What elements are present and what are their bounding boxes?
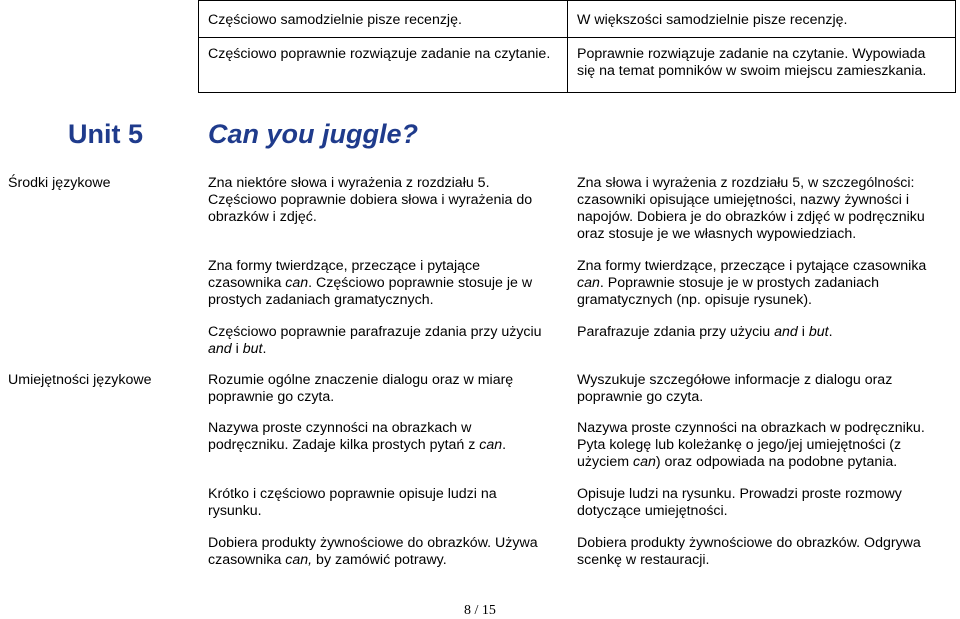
srodki-block-2-left: Zna formy twierdzące, przeczące i pytające czasownika can. Częściowo poprawnie stosuje je w prostych zadaniach gramatycznych.: [208, 258, 533, 308]
table-row-divider: [198, 37, 956, 38]
table-top-border: [198, 0, 956, 1]
table-right-border: [955, 0, 956, 93]
umiejetnosci-block-4-left: Dobiera produkty żywnościowe do obrazków. Używa czasownika can, by zamówić potrawy.: [208, 535, 538, 568]
umiejetnosci-block-2-right: Nazywa proste czynności na obrazkach w podręczniku. Pyta kolegę lub koleżankę o jego/jej umiejętności (z użyciem can) oraz odpowiada na podobne pytania.: [577, 420, 925, 470]
unit-title: Can you juggle?: [208, 119, 419, 149]
top-row-1-left: Częściowo samodzielnie pisze recenzję.: [208, 12, 462, 28]
top-row-2-right: Poprawnie rozwiązuje zadanie na czytanie. Wypowiada się na temat pomników w swoim miejscu zamieszkania.: [577, 46, 927, 79]
page-number: 8 / 15: [464, 603, 496, 618]
umiejetnosci-block-1-left: Rozumie ogólne znaczenie dialogu oraz w miarę poprawnie go czyta.: [208, 372, 514, 405]
table-left-border: [198, 0, 199, 93]
srodki-block-3-right: Parafrazuje zdania przy użyciu and i but.: [577, 324, 833, 340]
umiejetnosci-block-4-right: Dobiera produkty żywnościowe do obrazków. Odgrywa scenkę w restauracji.: [577, 535, 921, 568]
srodki-block-1-right: Zna słowa i wyrażenia z rozdziału 5, w szczególności: czasowniki opisujące umiejętności, nazwy żywności i napojów. Dobiera je do obrazków i zdjęć w podręczniku oraz stosuje je we własnych wypowiedziach.: [577, 175, 925, 242]
srodki-block-1-left: Zna niektóre słowa i wyrażenia z rozdziału 5. Częściowo poprawnie dobiera słowa i wyrażenia do obrazków i zdjęć.: [208, 175, 533, 225]
unit-label: Unit 5: [68, 119, 144, 149]
top-row-2-left: Częściowo poprawnie rozwiązuje zadanie na czytanie.: [208, 46, 551, 62]
umiejetnosci-block-1-right: Wyszukuje szczegółowe informacje z dialogu oraz poprawnie go czyta.: [577, 372, 893, 405]
top-row-1-right: W większości samodzielnie pisze recenzję.: [577, 12, 848, 28]
umiejetnosci-block-2-left: Nazywa proste czynności na obrazkach w podręczniku. Zadaje kilka prostych pytań z can.: [208, 420, 507, 453]
srodki-block-2-right: Zna formy twierdzące, przeczące i pytające czasownika can. Poprawnie stosuje je w prostych zadaniach gramatycznych (np. opisuje rysunek).: [577, 258, 927, 308]
table-bottom-border: [198, 92, 956, 93]
srodki-block-3-left: Częściowo poprawnie parafrazuje zdania przy użyciu and i but.: [208, 324, 542, 357]
section-label-srodki: Środki językowe: [8, 175, 111, 191]
umiejetnosci-block-3-right: Opisuje ludzi na rysunku. Prowadzi proste rozmowy dotyczące umiejętności.: [577, 486, 902, 519]
umiejetnosci-block-3-left: Krótko i częściowo poprawnie opisuje ludzi na rysunku.: [208, 486, 497, 519]
table-column-divider: [567, 0, 568, 93]
section-label-umiejetnosci: Umiejętności językowe: [8, 372, 152, 388]
